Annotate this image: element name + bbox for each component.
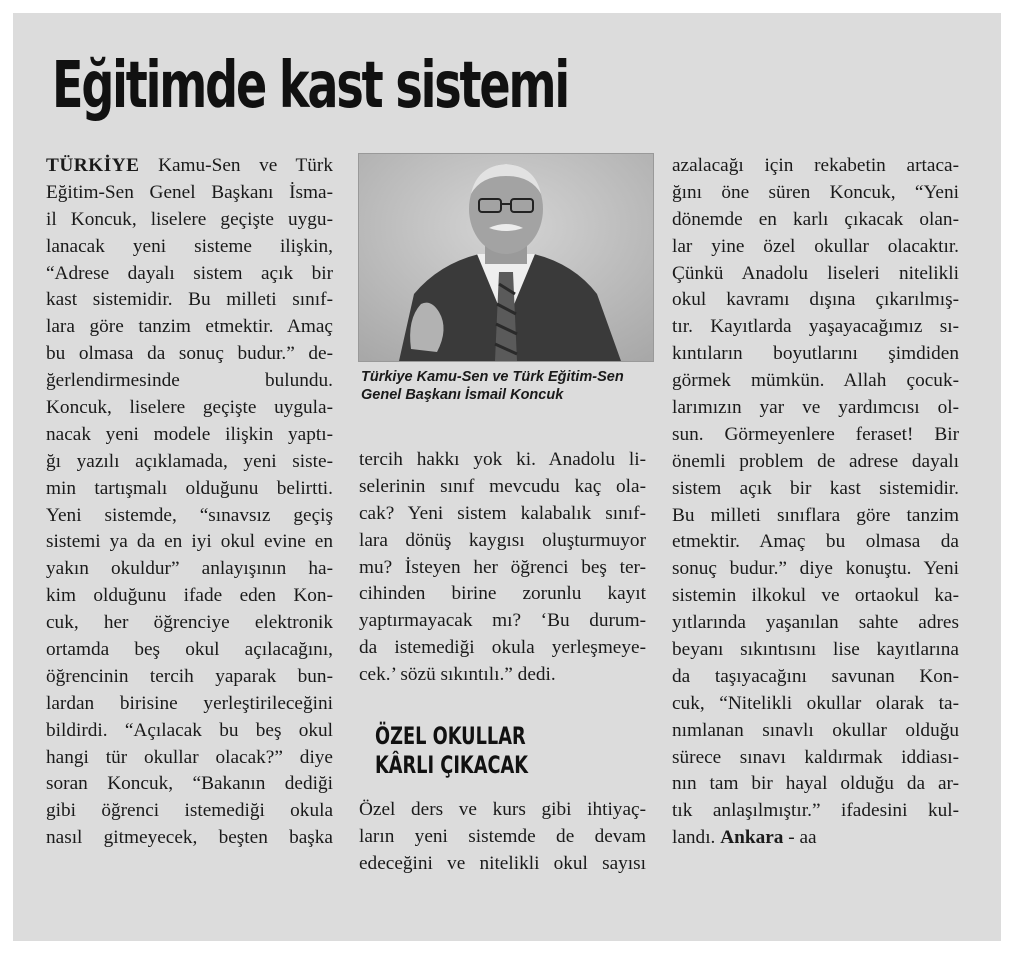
text-line: nacak yeni modele ilişkin yaptı- (46, 423, 333, 445)
text-line: Çünkü Anadolu liseleri nitelikli (672, 262, 959, 284)
text-line: önemli problem de adrese dayalı (672, 450, 959, 472)
text-line: larımızın yar ve yardımcısı ol- (672, 397, 959, 419)
portrait-photo (358, 153, 654, 362)
column-1 (46, 153, 333, 852)
subheading-line-1: ÖZEL OKULLAR (375, 722, 526, 750)
signoff-agency: - aa (783, 827, 817, 849)
text-line: sürece sınavı kaldırmak iddiası- (672, 746, 959, 768)
text-line: gibi öğrenci istemediği okula (46, 800, 333, 822)
text-line: sistem açık bir kast sistemidir. (672, 477, 959, 499)
text-line: da istemediği okula yerleşmeye- (359, 637, 646, 659)
text-line: tercih hakkı yok ki. Anadolu li- (359, 449, 646, 470)
text-line: ğı yazılı açıklamada, yeni siste- (46, 450, 333, 472)
text-line: il Koncuk, liselere geçişte uygu- (46, 208, 333, 230)
headline: Eğitimde kast sistemi (52, 49, 568, 123)
text-line: sonuç budur.” diye konuştu. Yeni (672, 558, 959, 580)
text-line: bildirdi. “Açılacak bu beş okul (46, 719, 333, 741)
caption-line-2: Genel Başkanı İsmail Koncuk (361, 387, 564, 403)
dateline: TÜRKİYE (46, 155, 140, 176)
signoff (715, 827, 816, 848)
text-line: ların yeni sistemde de devam (359, 825, 646, 847)
text-line: Koncuk, liselere geçişte uygula- (46, 397, 333, 419)
text-line: cak? Yeni sistem kalabalık sınıf- (359, 502, 646, 524)
text-line: yaptırmayacak mı? ‘Bu durum- (359, 610, 646, 632)
text-line: da taşıyacağını savunan Kon- (672, 665, 959, 687)
text-line: lar yine özel okullar olacaktır. (672, 235, 959, 257)
text-line: ğını öne süren Koncuk, “Yeni (672, 181, 959, 203)
text-line: kast sistemidir. Bu milleti sınıf- (46, 289, 333, 311)
text-line: selerinin sınıf mevcudu kaç ola- (359, 475, 646, 497)
text-line-start: landı. (672, 827, 716, 849)
text-line: sistemi ya da en iyi okul evine en (46, 531, 333, 553)
text-line: bu olmasa da sonuç budur.” de- (46, 343, 333, 365)
text-line (672, 825, 959, 852)
photo-caption (361, 368, 661, 404)
text-line: edeceğini ve nitelikli okul sayısı (359, 852, 646, 874)
text-line: azalacağı için rekabetin artaca- (672, 155, 959, 176)
text-line: beyanı sıkıntısını lise kayıtlarına (672, 639, 959, 661)
text-line: soran Koncuk, “Bakanın dediği (46, 773, 333, 795)
text-line (46, 153, 333, 180)
text-line: dönemde en karlı çıkacak olan- (672, 208, 959, 230)
text-line: lara göre tanzim etmektir. Amaç (46, 316, 333, 338)
text-line: ortamda beş okul açılacağını, (46, 639, 333, 661)
text-line: “Adrese dayalı sistem açık bir (46, 262, 333, 284)
text-line: lara dönüş kaygısı oluşturmuyor (359, 529, 646, 551)
text-line: nın tam bir hayal olduğu da ar- (672, 773, 959, 795)
caption-line-1: Türkiye Kamu-Sen ve Türk Eğitim-Sen (361, 369, 624, 385)
text-line: öğrencinin tercih yaparak bun- (46, 665, 333, 687)
text-line: Bu milleti sınıflara göre tanzim (672, 504, 959, 526)
text-line: sun. Görmeyenlere feraset! Bir (672, 423, 959, 445)
text-line-rest: Kamu-Sen ve Türk (139, 155, 333, 176)
text-line: yıtlarında yaşanılan sahte adres (672, 612, 959, 634)
text-line: cuk, “Nitelikli okullar olarak ta- (672, 692, 959, 714)
subheading (375, 722, 528, 780)
text-line: nımlanan sınavlı okullar olduğu (672, 719, 959, 741)
text-line: nasıl gitmeyecek, beşten başka (46, 827, 333, 849)
text-line: ğerlendirmesinde bulundu. (46, 370, 333, 392)
column-2-continued (359, 797, 646, 878)
text-line: kıntıların boyutlarını şimdiden (672, 343, 959, 365)
text-line: okul kavramı dışına çıkarılmış- (672, 289, 959, 311)
text-line: etmektir. Amaç bu olmasa da (672, 531, 959, 553)
signoff-location: Ankara (720, 827, 784, 849)
text-line: Yeni sistemde, “sınavsız geçiş (46, 504, 333, 526)
text-line: yakın okuldur” anlayışının ha- (46, 558, 333, 580)
text-line: tık anlaşılmıştır.” ifadesini kul- (672, 800, 959, 822)
column-2-text (359, 447, 646, 689)
text-line: lanacak yeni sisteme ilişkin, (46, 235, 333, 257)
text-line: Eğitim-Sen Genel Başkanı İsma- (46, 181, 333, 203)
text-line: mu? İsteyen her öğrenci beş ter- (359, 556, 646, 578)
text-line: sistemin ilkokul ve ortaokul ka- (672, 585, 959, 607)
column-3 (672, 153, 959, 852)
text-line: min tartışmalı olduğunu belirtti. (46, 477, 333, 499)
text-line: tır. Kayıtlarda yaşayacağımız sı- (672, 316, 959, 338)
text-line: cuk, her öğrenciye elektronik (46, 612, 333, 634)
portrait-photo-icon (359, 154, 653, 361)
text-line: lardan birisine yerleştirileceğini (46, 692, 333, 714)
subheading-line-2: KÂRLI ÇIKACAK (375, 751, 528, 779)
text-line: cek.’ sözü sıkıntılı.” dedi. (359, 664, 556, 686)
text-line: görmek mümkün. Allah çocuk- (672, 370, 959, 392)
text-line: hangi tür okullar olacak?” diye (46, 746, 333, 768)
text-line: kim olduğunu ifade eden Kon- (46, 585, 333, 607)
text-line: cihinden birine zorunlu kayıt (359, 583, 646, 605)
text-line: Özel ders ve kurs gibi ihtiyaç- (359, 799, 646, 820)
